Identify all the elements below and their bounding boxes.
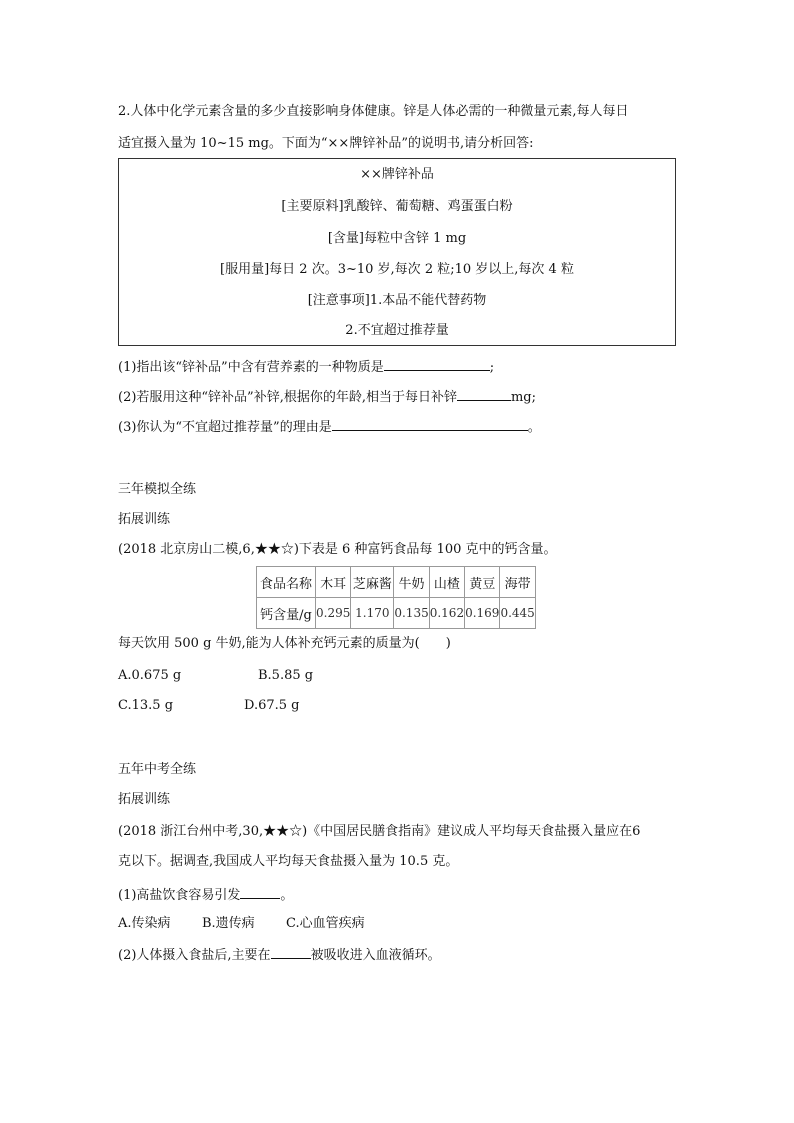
section5-sub2 xyxy=(118,944,441,966)
table-cell: 牛奶 xyxy=(394,567,429,598)
answer-blank[interactable] xyxy=(271,944,311,959)
section5-sub1-text: (1)高盐饮食容易引发 xyxy=(118,888,241,903)
option-c: C.13.5 g xyxy=(118,698,174,713)
section3-heading: 三年模拟全练 xyxy=(118,482,197,497)
answer-blank[interactable] xyxy=(457,386,511,401)
product-label-box xyxy=(118,158,676,346)
answer-blank[interactable] xyxy=(332,416,528,431)
section5-option-a: A.传染病 xyxy=(118,916,171,931)
section3-question: 每天饮用 500 g 牛奶,能为人体补充钙元素的质量为( ) xyxy=(118,636,451,651)
section5-subheading: 拓展训练 xyxy=(118,792,171,807)
table-cell: 钙含量/g xyxy=(257,598,316,629)
label-ingredients: [主要原料]乳酸锌、葡萄糖、鸡蛋蛋白粉 xyxy=(281,199,513,214)
section5-sub2-text: (2)人体摄入食盐后,主要在 xyxy=(118,948,271,963)
answer-blank[interactable] xyxy=(240,884,280,899)
table-cell: 0.169 xyxy=(465,598,500,629)
table-cell: 食品名称 xyxy=(257,567,316,598)
table-row xyxy=(257,567,536,598)
q2-stem-line1: 2.人体中化学元素含量的多少直接影响身体健康。锌是人体必需的一种微量元素,每人每日 xyxy=(118,104,629,119)
table-cell: 海带 xyxy=(500,567,535,598)
table-cell: 0.162 xyxy=(429,598,464,629)
label-notes-2: 2.不宜超过推荐量 xyxy=(345,323,449,338)
label-content: [含量]每粒中含锌 1 mg xyxy=(327,231,467,246)
q2-sub3 xyxy=(118,416,541,438)
label-notes-1: [注意事项]1.本品不能代替药物 xyxy=(307,293,487,308)
table-cell: 0.295 xyxy=(316,598,351,629)
option-d: D.67.5 g xyxy=(244,698,300,713)
table-cell: 山楂 xyxy=(429,567,464,598)
label-title: ××牌锌补品 xyxy=(360,167,434,182)
q2-sub2 xyxy=(118,386,536,408)
section5-stem-line1: (2018 浙江台州中考,30,★★☆)《中国居民膳食指南》建议成人平均每天食盐摄入量应在6 xyxy=(118,824,641,839)
calcium-table xyxy=(256,566,536,629)
label-dosage: [服用量]每日 2 次。3~10 岁,每次 2 粒;10 岁以上,每次 4 粒 xyxy=(220,262,574,277)
section5-heading: 五年中考全练 xyxy=(118,762,197,777)
section5-sub1-end: 。 xyxy=(280,888,294,903)
section5-sub1 xyxy=(118,884,293,906)
q2-sub3-text: (3)你认为“不宜超过推荐量”的理由是 xyxy=(118,420,332,435)
option-a: A.0.675 g xyxy=(118,668,182,683)
section5-option-c: C.心血管疾病 xyxy=(286,916,365,931)
section5-sub2-end: 被吸收进入血液循环。 xyxy=(310,948,441,963)
option-b: B.5.85 g xyxy=(258,668,314,683)
answer-blank[interactable] xyxy=(384,356,490,371)
table-cell: 0.445 xyxy=(500,598,535,629)
section5-option-b: B.遗传病 xyxy=(202,916,255,931)
q2-sub2-end: mg; xyxy=(510,390,537,405)
q2-sub2-text: (2)若服用这种“锌补品”补锌,根据你的年龄,相当于每日补锌 xyxy=(118,390,457,405)
q2-sub1-text: (1)指出该“锌补品”中含有营养素的一种物质是 xyxy=(118,360,384,375)
table-cell: 1.170 xyxy=(351,598,394,629)
table-cell: 木耳 xyxy=(316,567,351,598)
table-cell: 黄豆 xyxy=(465,567,500,598)
q2-stem-line2: 适宜摄入量为 10~15 mg。下面为“××牌锌补品”的说明书,请分析回答: xyxy=(118,136,534,151)
section5-stem-line2: 克以下。据调查,我国成人平均每天食盐摄入量为 10.5 克。 xyxy=(118,854,459,869)
section3-subheading: 拓展训练 xyxy=(118,512,171,527)
section3-stem: (2018 北京房山二模,6,★★☆)下表是 6 种富钙食品每 100 克中的钙含量。 xyxy=(118,542,557,557)
table-cell: 0.135 xyxy=(394,598,429,629)
q2-sub1-end: ; xyxy=(489,360,495,375)
q2-sub3-end: 。 xyxy=(527,420,541,435)
q2-sub1 xyxy=(118,356,494,378)
table-cell: 芝麻酱 xyxy=(351,567,394,598)
table-row xyxy=(257,598,536,629)
